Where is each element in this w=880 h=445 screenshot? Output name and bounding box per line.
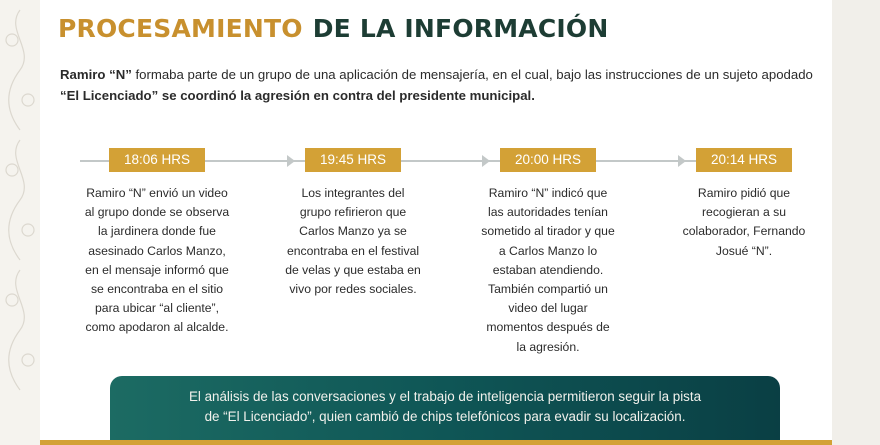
timeline-item: [468, 148, 628, 357]
time-badge: 20:14 HRS: [696, 148, 792, 172]
title-word-1: PROCESAMIENTO: [58, 14, 303, 43]
intro-paragraph: [60, 64, 820, 106]
title-word-2: DE LA INFORMACIÓN: [312, 14, 609, 43]
intro-text: formaba parte de un grupo de una aplicación de mensajería, en el cual, bajo las instrucciones de un sujeto apodado: [131, 67, 813, 82]
bottom-divider: [40, 440, 832, 445]
banner-text: [110, 387, 780, 427]
time-badge: 20:00 HRS: [500, 148, 596, 172]
page-title: [58, 14, 608, 43]
conclusion-banner: [110, 376, 780, 445]
timeline-description: Ramiro pidió que recogieran a su colaborador, Fernando Josué “N”.: [682, 186, 806, 258]
intro-text-bold: se coordinó la agresión en contra del presidente municipal.: [158, 88, 535, 103]
decorative-right-border: [831, 0, 880, 445]
time-badge: 19:45 HRS: [305, 148, 401, 172]
banner-line-2: de “El Licenciado”, quien cambió de chips telefónicos para evadir su localización.: [204, 409, 686, 424]
timeline-description: Los integrantes del grupo refirieron que Carlos Manzo ya se encontraba en el festival de velas y que estaba en vivo por redes sociales.: [285, 186, 421, 297]
timeline-item: [664, 148, 824, 261]
timeline-description: Ramiro “N” indicó que las autoridades tenían sometido al tirador y que a Carlos Manzo lo estaban atendiendo. También compartió un video del lugar momentos después de la agresión.: [481, 186, 615, 354]
decorative-left-border: [0, 0, 40, 445]
timeline-description: Ramiro “N” envió un video al grupo donde se observa la jardinera donde fue asesinado Carlos Manzo, en el mensaje informó que se encontraba en el sitio para ubicar “al cliente”, como apodaron al alcalde.: [84, 186, 230, 335]
banner-line-1: El análisis de las conversaciones y el trabajo de inteligencia permitieron seguir la pista: [188, 389, 702, 404]
timeline-item: [77, 148, 237, 338]
slide: [40, 0, 832, 445]
time-badge: 18:06 HRS: [109, 148, 205, 172]
intro-name: Ramiro “N”: [60, 67, 132, 82]
timeline-item: [273, 148, 433, 299]
floral-pattern-icon: [0, 0, 40, 445]
intro-alias: “El Licenciado”: [60, 88, 159, 103]
